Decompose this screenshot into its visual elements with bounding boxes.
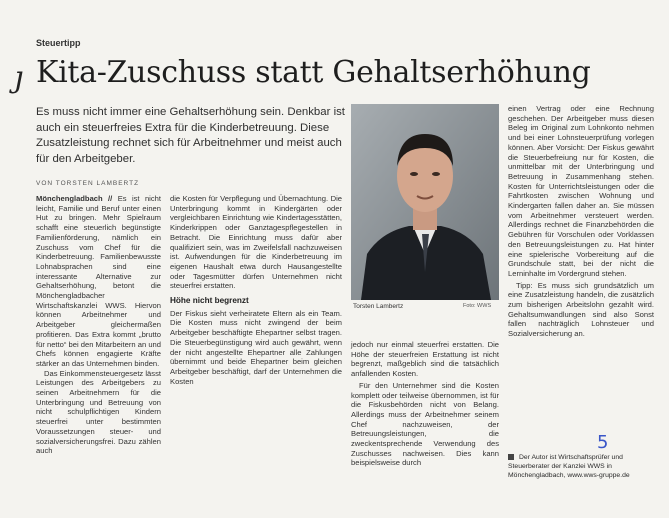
article-lead: Es muss nicht immer eine Gehaltserhöhung sein. Denkbar ist auch ein steuerfreies Extra für die Kinderbetreuung. Diese Zusatzleistung rechnet sich für Arbeitnehmer und meist auch für den Arbeitgeber. (36, 106, 345, 165)
paragraph-text: Es ist nicht leicht, Familie und Beruf unter einen Hut zu bringen. Mehr Spielraum schafft eine steuerlich begünstigte Familienförderung, nämlich ein Zuschuss vom Chef für die Kinderbetreuung. Familienbewusste Lohnabsprachen sind eine interessante Alternative zur Gehaltserhöhung, betont die Mönchengladbacher Wirtschaftskanzlei WWS. Hiervon können Arbeitnehmer und Arbeitgeber gleichermaßen profitieren. Das Extra kommt „brutto für netto“ bei den Mitarbeitern an und Chefs können engagierte Kräfte stärker an das Unternehmen binden. (36, 194, 161, 368)
handwritten-page-number: 5 (597, 432, 609, 453)
text-column-4 (508, 104, 654, 339)
text-column-3 (351, 340, 499, 468)
margin-pen-mark: ȷ (14, 60, 24, 95)
text-column-1 (36, 194, 161, 456)
paragraph (36, 194, 161, 369)
author-info-box (508, 454, 654, 480)
subheading: Höhe nicht begrenzt (170, 296, 249, 306)
paragraph: jedoch nur einmal steuerfrei erstatten. Die Höhe der steuerfreien Erstattung ist nicht begrenzt, maßgeblich sind die tatsächlich anfallenden Kosten. (351, 340, 499, 379)
dateline: Mönchengladbach // (36, 194, 113, 203)
paragraph: Der Fiskus sieht verheiratete Eltern als ein Team. Die Kosten muss nicht zwingend der beim Arbeitgeber beschäftigte Ehepartner selbst tragen. Die Steuerbegünstigung wird auch gewährt, wenn der nicht angestellte Ehepartner alle Zahlungen übernimmt und beide Ehepartner beim gleichen Arbeitgeber beschäftigt, darf der Unternehmen die Kosten (170, 308, 342, 386)
photo-credit: Foto: WWS (463, 303, 492, 309)
article-kicker: Steuertipp (36, 38, 81, 48)
paragraph: Tipp: Es muss sich grundsätzlich um eine Zusatzleistung handeln, die zusätzlich zum bisherigen Arbeitslohn gezahlt wird. Gehaltsumwandlungen sind also Sonst fallen nachträglich Lohnsteuer und Sozialversicherung an. (508, 280, 654, 339)
square-bullet-icon (508, 454, 514, 460)
paragraph: Für den Unternehmer sind die Kosten komplett oder teilweise übernommen, ist für die Fiskusbehörden nicht von Belang. Allerdings muss der Arbeitnehmer seinem Chef nachzuweisen, der Betreuungsleistungen, die zweckentsprechende Verwendung des Zuschusses nachweisen. Dies kann beispielsweise durch (351, 380, 499, 468)
portrait-image (351, 104, 499, 300)
article-headline: Kita-Zuschuss statt Gehaltserhöhung (36, 55, 591, 90)
author-photo (351, 104, 499, 300)
paragraph: die Kosten für Verpflegung und Übernachtung. Die Unterbringung kommt in Kindergärten oder vergleichbaren Einrichtung wie Kindertagesstätten, Kinderkrippen oder Ganztagespflegestellen in Betracht. Die Einrichtung muss dafür aber qualifiziert sein, was im Zweifelsfall nachzuweisen ist. Aufwendungen für die Kinderbetreuung im eigenen Haushalt etwa durch Hausangestellte oder Tagesmütter dürfen Unternehmen nicht steuerfrei erstatten. (170, 194, 342, 291)
author-info-text: Der Autor ist Wirtschaftsprüfer und Steuerberater der Kanzlei WWS in Mönchengladbach, www.wws-gruppe.de (508, 454, 630, 479)
article-byline: VON TORSTEN LAMBERTZ (36, 180, 140, 187)
paragraph: Das Einkommensteuergesetz lässt Leistungen des Arbeitgebers zu seinen Arbeitnehmern für die Unterbringung und Betreuung von nicht schulpflichtigen Kindern steuerfrei unter bestimmten Voraussetzungen steuer- und sozialversicherungsfrei. Dazu zählen auch (36, 368, 161, 456)
paragraph: einen Vertrag oder eine Rechnung geschehen. Der Arbeitgeber muss diesen Beleg im Original zum Lohnkonto nehmen und bei einer Lohnsteuerprüfung vorlegen können. Aber Vorsicht: Der Fiskus gewährt die Steuerbefreiung nur für Kosten, die unmittelbar mit der Unterbringung und Betreuung in Zusammenhang stehen. Kosten für Unterrichtsleistungen oder die Fahrtkosten zwischen Wohnung und Kindergarten fallen daher an. Sie müssen vom Arbeitnehmer versteuert werden. Allerdings rechnet die Finanzbehörden die Gebühren für Vorschulen oder Vorklassen den Betreuungsleistungen zu. Hat hinter eine spielerische Vorbereitung auf die Grundschule statt, bei der nicht die Lerninhalte im Vordergrund stehen. (508, 104, 654, 278)
text-column-2 (170, 194, 342, 386)
photo-caption: Torsten Lambertz (353, 303, 404, 310)
